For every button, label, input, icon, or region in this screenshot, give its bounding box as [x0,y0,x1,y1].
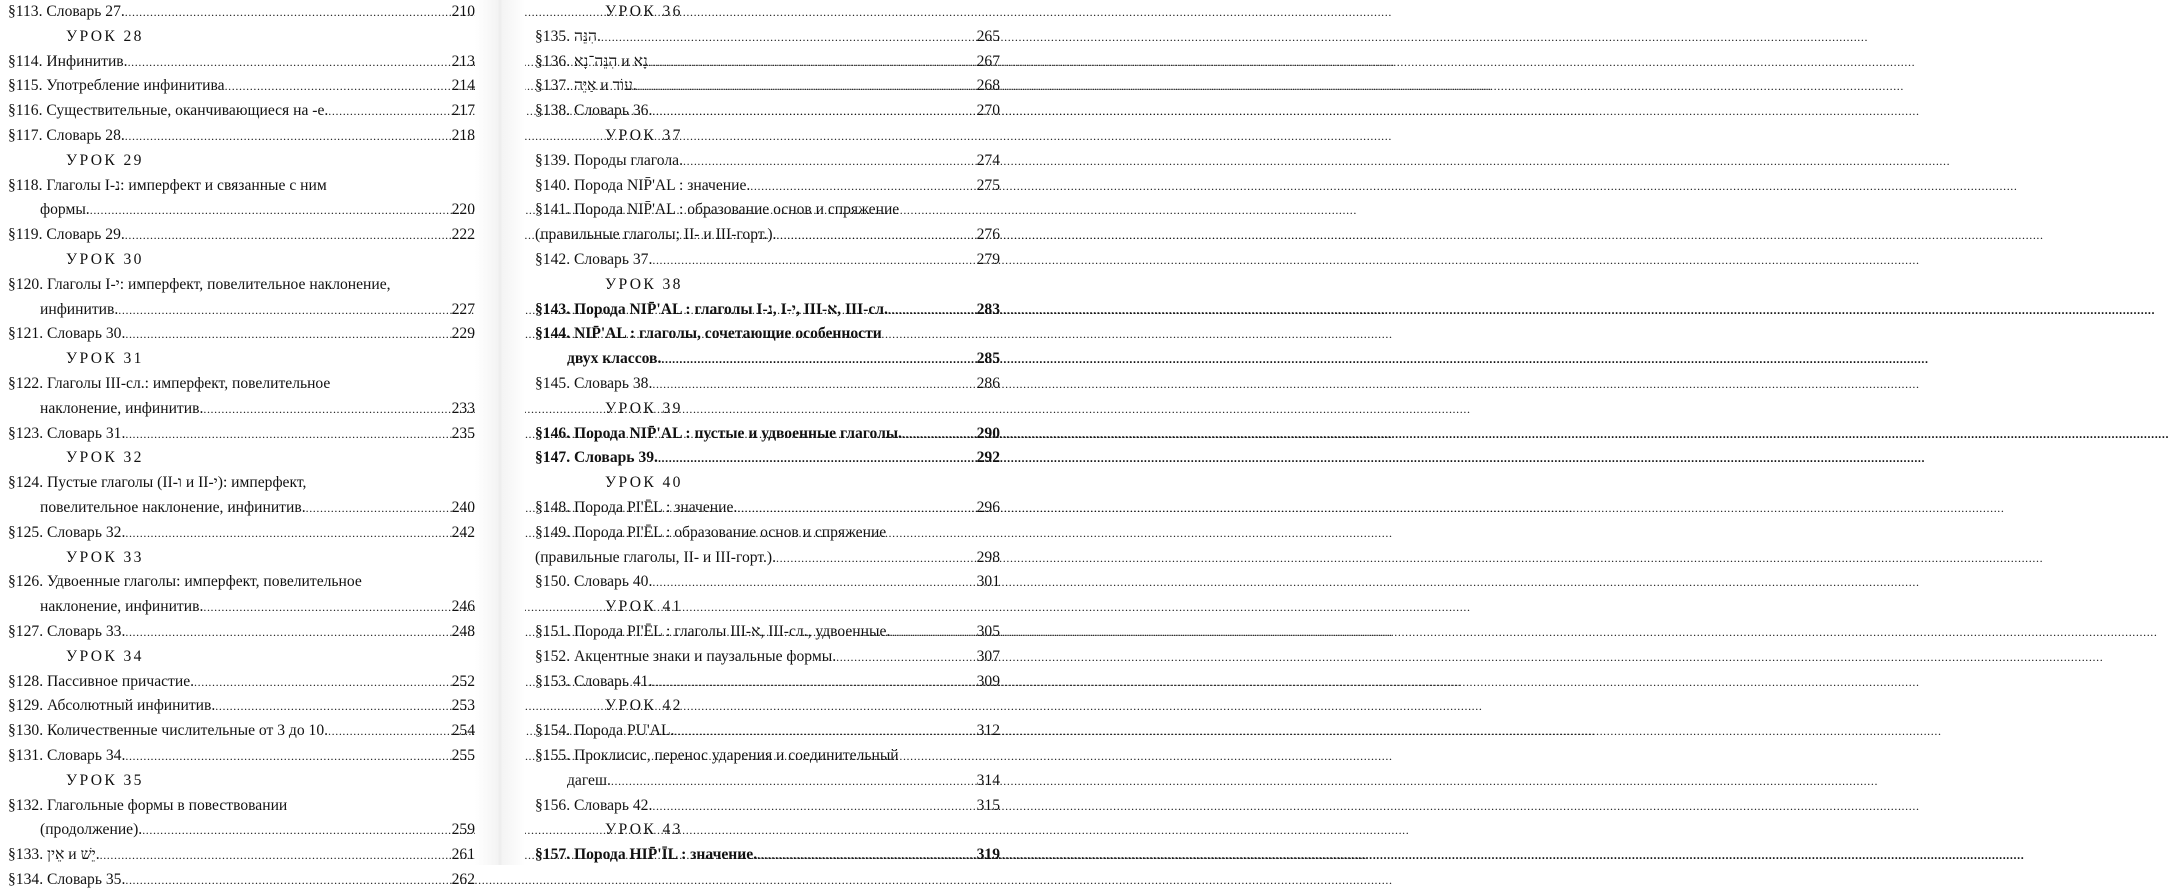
toc-entry-title: §124. Пустые глаголы (II-ו и II-י): имперфект, [8,474,307,492]
lesson-heading: УРОК 37 [605,127,683,144]
toc-entry-title: §113. Словарь 27. [8,3,125,20]
toc-entry-page-number: 298 [976,548,1000,566]
toc-entry-title: (продолжение). [40,821,143,839]
toc-entry-page-number: 262 [451,871,475,888]
toc-entry[interactable] [8,595,475,619]
toc-entry-title: §146. Порода NIP̄'AL : пустые и удвоенные глаголы. [535,424,902,442]
dot-leader [637,74,976,98]
toc-entry-title: §148. Порода PI'ĒL : значение. [535,499,738,516]
toc-entry[interactable] [8,99,475,123]
dot-leader [100,843,451,867]
dot-leader [142,818,450,842]
dot-leader [776,223,975,247]
toc-entry-continued [8,794,475,818]
toc-entry-title: §155. Проклисис, перенос ударения и соединительный [535,747,899,764]
toc-entry-page-number: 229 [451,325,475,343]
lesson-heading: УРОК 41 [605,598,683,616]
toc-entry-title: §133. אֵין и יֵשׁ. [8,846,100,864]
toc-entry-title: §126. Удвоенные глаголы: имперфект, повелительное [8,573,362,591]
toc-entry-title: повелительное наклонение, инфинитив. [40,499,306,516]
toc-entry[interactable] [8,868,475,892]
toc-entry[interactable] [8,397,475,421]
toc-entry-page-number: 290 [976,424,1000,442]
toc-entry[interactable] [8,719,475,743]
toc-entry[interactable] [8,322,475,346]
toc-entry-page-number: 286 [976,375,1000,392]
toc-entry-title: наклонение, инфинитив. [40,399,204,417]
toc-entry-title: §139. Породы глагола. [535,151,684,169]
toc-entry-page-number: 218 [451,127,475,144]
toc-entry-page-number: 246 [451,598,475,616]
toc-entry[interactable] [8,198,475,222]
dot-leader [125,620,450,644]
toc-entry-page-number: 235 [451,424,475,442]
toc-entry-title: §118. Глаголы I-נ: имперфект и связанные с ним [8,176,327,194]
lesson-heading: УРОК 36 [605,3,683,20]
toc-entry-title: §153. Словарь 41. [535,672,653,690]
dot-leader [306,496,451,520]
toc-entry[interactable] [8,0,475,24]
toc-entry-title: §147. Словарь 39. [535,449,658,467]
toc-entry-page-number: 248 [451,623,475,640]
toc-entry-continued [8,570,475,594]
toc-entry-title: §136. הִנֵּה־נָא и נָא [535,52,648,70]
toc-entry[interactable] [535,620,1000,644]
dot-leader [902,422,976,446]
toc-entry-title: §143. Порода NIP̄'AL : глаголы I-נ, I-י, III-א, III-сл. [535,300,888,318]
toc-entry-page-number: 210 [451,3,475,20]
toc-entry[interactable] [535,347,1000,371]
toc-entry-page-number: 240 [451,499,475,516]
toc-entry-page-number: 217 [451,102,475,120]
toc-entry-page-number: 214 [451,77,475,95]
toc-entry-title: §154. Порода PU'AL. [535,722,675,740]
toc-entry-continued [535,744,1000,768]
toc-entry[interactable] [535,446,1000,470]
lesson-heading: УРОК 39 [605,399,683,417]
toc-entry-title: §115. Употребление инфинитива [8,77,225,95]
dot-leader [836,645,976,669]
dot-leader [658,446,976,470]
lesson-heading: УРОК 43 [605,821,683,839]
toc-entry-title: §114. Инфинитив. [8,52,128,70]
dot-leader [225,74,451,98]
toc-entry-title: двух классов. [567,350,662,368]
lesson-heading: УРОК 32 [66,449,144,467]
toc-entry[interactable] [535,843,1000,867]
toc-entry-title: (правильные глаголы; II- и III-горт.). [535,226,777,244]
toc-entry[interactable] [535,546,1000,570]
toc-entry[interactable] [535,223,1000,247]
toc-entry[interactable] [535,50,1000,74]
dot-leader [194,670,451,694]
toc-entry-title: §140. Порода NIP̄'AL : значение. [535,176,751,194]
toc-entry[interactable] [535,570,1000,594]
lesson-heading: УРОК 35 [66,771,144,789]
toc-entry-continued [8,471,475,495]
toc-entry[interactable] [535,25,1000,49]
dot-leader [125,422,450,446]
book-gutter [475,0,525,865]
toc-entry-title: §156. Словарь 42. [535,796,653,814]
toc-entry-title: §129. Абсолютный инфинитив. [8,697,216,715]
toc-entry-page-number: 292 [976,449,1000,467]
toc-entry[interactable] [535,248,1000,272]
toc-entry-page-number: 242 [451,523,475,541]
dot-leader [683,149,976,173]
toc-entry-title: §142. Словарь 37. [535,251,653,268]
toc-entry[interactable] [535,496,1000,520]
toc-entry-page-number: 265 [976,27,1000,45]
toc-entry[interactable] [8,843,475,867]
toc-entry-title: §131. Словарь 34. [8,747,126,764]
lesson-heading: УРОК 34 [66,647,144,665]
toc-entry-page-number: 275 [976,176,1000,194]
toc-entry-title: §134. Словарь 35. [8,871,126,888]
toc-entry-continued [535,521,1000,545]
toc-entry-page-number: 285 [976,350,1000,368]
toc-entry-page-number: 296 [976,499,1000,516]
toc-entry-page-number: 253 [451,697,475,715]
lesson-heading: УРОК 38 [605,275,683,293]
toc-entry[interactable] [8,496,475,520]
toc-entry-title: (правильные глаголы, II- и III-горт.). [535,548,776,566]
toc-entry-title: §120. Глаголы I-י: имперфект, повелительное наклонение, [8,275,391,293]
lesson-heading: УРОК 40 [605,474,683,492]
toc-entry-page-number: 254 [451,722,475,740]
toc-entry-title: инфинитив. [40,300,119,318]
dot-leader [90,198,451,222]
toc-entry-title: §149. Порода PI'ĒL : образование основ и спряжение [535,523,887,541]
dot-leader [652,570,975,594]
dot-leader [661,347,975,371]
lesson-heading: УРОК 42 [605,697,683,715]
dot-leader [737,496,975,520]
toc-entry[interactable] [535,769,1000,793]
toc-entry-page-number: 267 [976,52,1000,70]
toc-entry-continued [8,174,475,198]
toc-entry-page-number: 222 [451,226,475,244]
dot-leader [125,223,451,247]
toc-entry-title: §137. אַיֵּה и עוֹד. [535,77,637,95]
toc-entry-title: §151. Порода PI'ĒL : глаголы III-א, III-сл., удвоенные. [535,623,891,640]
lesson-heading: УРОК 28 [66,27,144,45]
toc-entry[interactable] [535,372,1000,396]
toc-entry[interactable] [8,50,475,74]
dot-leader [125,0,451,24]
toc-entry[interactable] [8,74,475,98]
toc-entry-title: §141. Порода NIP̄'AL : образование основ и спряжение [535,201,900,219]
dot-leader [125,124,451,148]
toc-entry[interactable] [535,670,1000,694]
toc-entry-title: §130. Количественные числительные от 3 до 10. [8,722,329,740]
dot-leader [328,99,450,123]
toc-entry-page-number: 270 [976,102,1000,120]
toc-entry-title: §145. Словарь 38. [535,375,653,392]
toc-entry[interactable] [535,298,1000,322]
toc-entry-title: наклонение, инфинитив. [40,598,204,616]
toc-entry[interactable] [535,422,1000,446]
dot-leader [750,174,975,198]
toc-entry-page-number: 261 [451,846,475,864]
toc-entry-title: §122. Глаголы III-сл.: имперфект, повелительное [8,375,331,392]
lesson-heading: УРОК 29 [66,151,144,169]
toc-entry-continued [535,322,1000,346]
toc-entry-title: §135. הִנֵּה. [535,27,601,45]
toc-entry-page-number: 252 [451,672,475,690]
dot-leader [648,50,976,74]
dot-leader [888,298,976,322]
toc-entry-page-number: 255 [451,747,475,764]
dot-leader [328,719,451,743]
toc-entry-page-number: 274 [976,151,1000,169]
dot-leader [652,248,975,272]
toc-entry-page-number: 319 [976,846,1000,864]
toc-entry-title: §121. Словарь 30. [8,325,126,343]
toc-entry-page-number: 227 [451,300,475,318]
toc-entry-page-number: 259 [451,821,475,839]
toc-entry-page-number: 315 [976,796,1000,814]
dot-leader [652,372,975,396]
dot-leader [601,25,976,49]
toc-entry-continued [8,372,475,396]
toc-entry-title: §116. Существительные, оканчивающиеся на -е. [8,102,329,120]
toc-entry-title: §119. Словарь 29. [8,226,125,244]
toc-entry-page-number: 220 [451,201,475,219]
toc-entry-page-number: 213 [451,52,475,70]
toc-entry-page-number: 314 [976,771,1000,789]
toc-entry-title: §150. Словарь 40. [535,573,653,591]
toc-entry[interactable] [535,74,1000,98]
dot-leader [890,620,975,644]
toc-entry-page-number: 233 [451,399,475,417]
lesson-heading: УРОК 33 [66,548,144,566]
dot-leader [757,843,976,867]
toc-entry-title: §144. NIP̄'AL : глаголы, сочетающие особенности [535,325,882,343]
toc-entry-title: §123. Словарь 31. [8,424,126,442]
toc-entry-title: §132. Глагольные формы в повествовании [8,796,288,814]
toc-entry-page-number: 301 [976,573,1000,591]
toc-entry-title: §128. Пассивное причастие. [8,672,195,690]
toc-entry[interactable] [8,818,475,842]
book-spread [0,0,1000,888]
toc-entry-title: §117. Словарь 28. [8,127,125,144]
dot-leader [611,769,976,793]
toc-entry-continued [8,273,475,297]
toc-entry-page-number: 268 [976,77,1000,95]
dot-leader [215,694,450,718]
toc-entry-title: дагеш. [567,771,611,789]
dot-leader [203,595,450,619]
toc-entry-title: §125. Словарь 32. [8,523,126,541]
toc-entry[interactable] [8,694,475,718]
toc-entry[interactable] [8,422,475,446]
dot-leader [776,546,976,570]
toc-entry-title: §138. Словарь 36. [535,102,653,120]
toc-entry[interactable] [8,124,475,148]
right-page [525,0,1000,865]
toc-entry[interactable] [535,794,1000,818]
toc-entry-page-number: 283 [976,300,1000,318]
toc-entry[interactable] [535,645,1000,669]
dot-leader [118,298,450,322]
lesson-heading: УРОК 31 [66,350,144,368]
lesson-heading: УРОК 30 [66,251,144,268]
toc-entry[interactable] [8,670,475,694]
toc-entry[interactable] [8,620,475,644]
dot-leader [128,50,451,74]
toc-entry[interactable] [535,99,1000,123]
dot-leader [125,322,450,346]
toc-entry-page-number: 276 [976,226,1000,244]
toc-entry-title: §127. Словарь 33. [8,623,126,640]
dot-leader [652,670,975,694]
toc-entry[interactable] [8,223,475,247]
dot-leader [674,719,975,743]
toc-entry[interactable] [8,298,475,322]
toc-entry-title: формы. [40,201,90,219]
toc-entry[interactable] [535,149,1000,173]
toc-entry[interactable] [8,521,475,545]
toc-entry-page-number: 309 [976,672,1000,690]
dot-leader [203,397,450,421]
toc-entry[interactable] [535,174,1000,198]
toc-entry-title: §157. Порода HIP̄'ĪL : значение. [535,846,758,864]
toc-entry-page-number: 279 [976,251,1000,268]
dot-leader [125,868,450,892]
left-page [0,0,475,888]
dot-leader [652,99,975,123]
toc-entry-continued [535,198,1000,222]
dot-leader [125,744,450,768]
toc-entry-page-number: 305 [976,623,1000,640]
toc-entry[interactable] [535,719,1000,743]
toc-entry-page-number: 307 [976,647,1000,665]
dot-leader [652,794,975,818]
toc-entry-page-number: 312 [976,722,1000,740]
toc-entry[interactable] [8,744,475,768]
dot-leader [125,521,450,545]
toc-entry-title: §152. Акцентные знаки и паузальные формы. [535,647,837,665]
